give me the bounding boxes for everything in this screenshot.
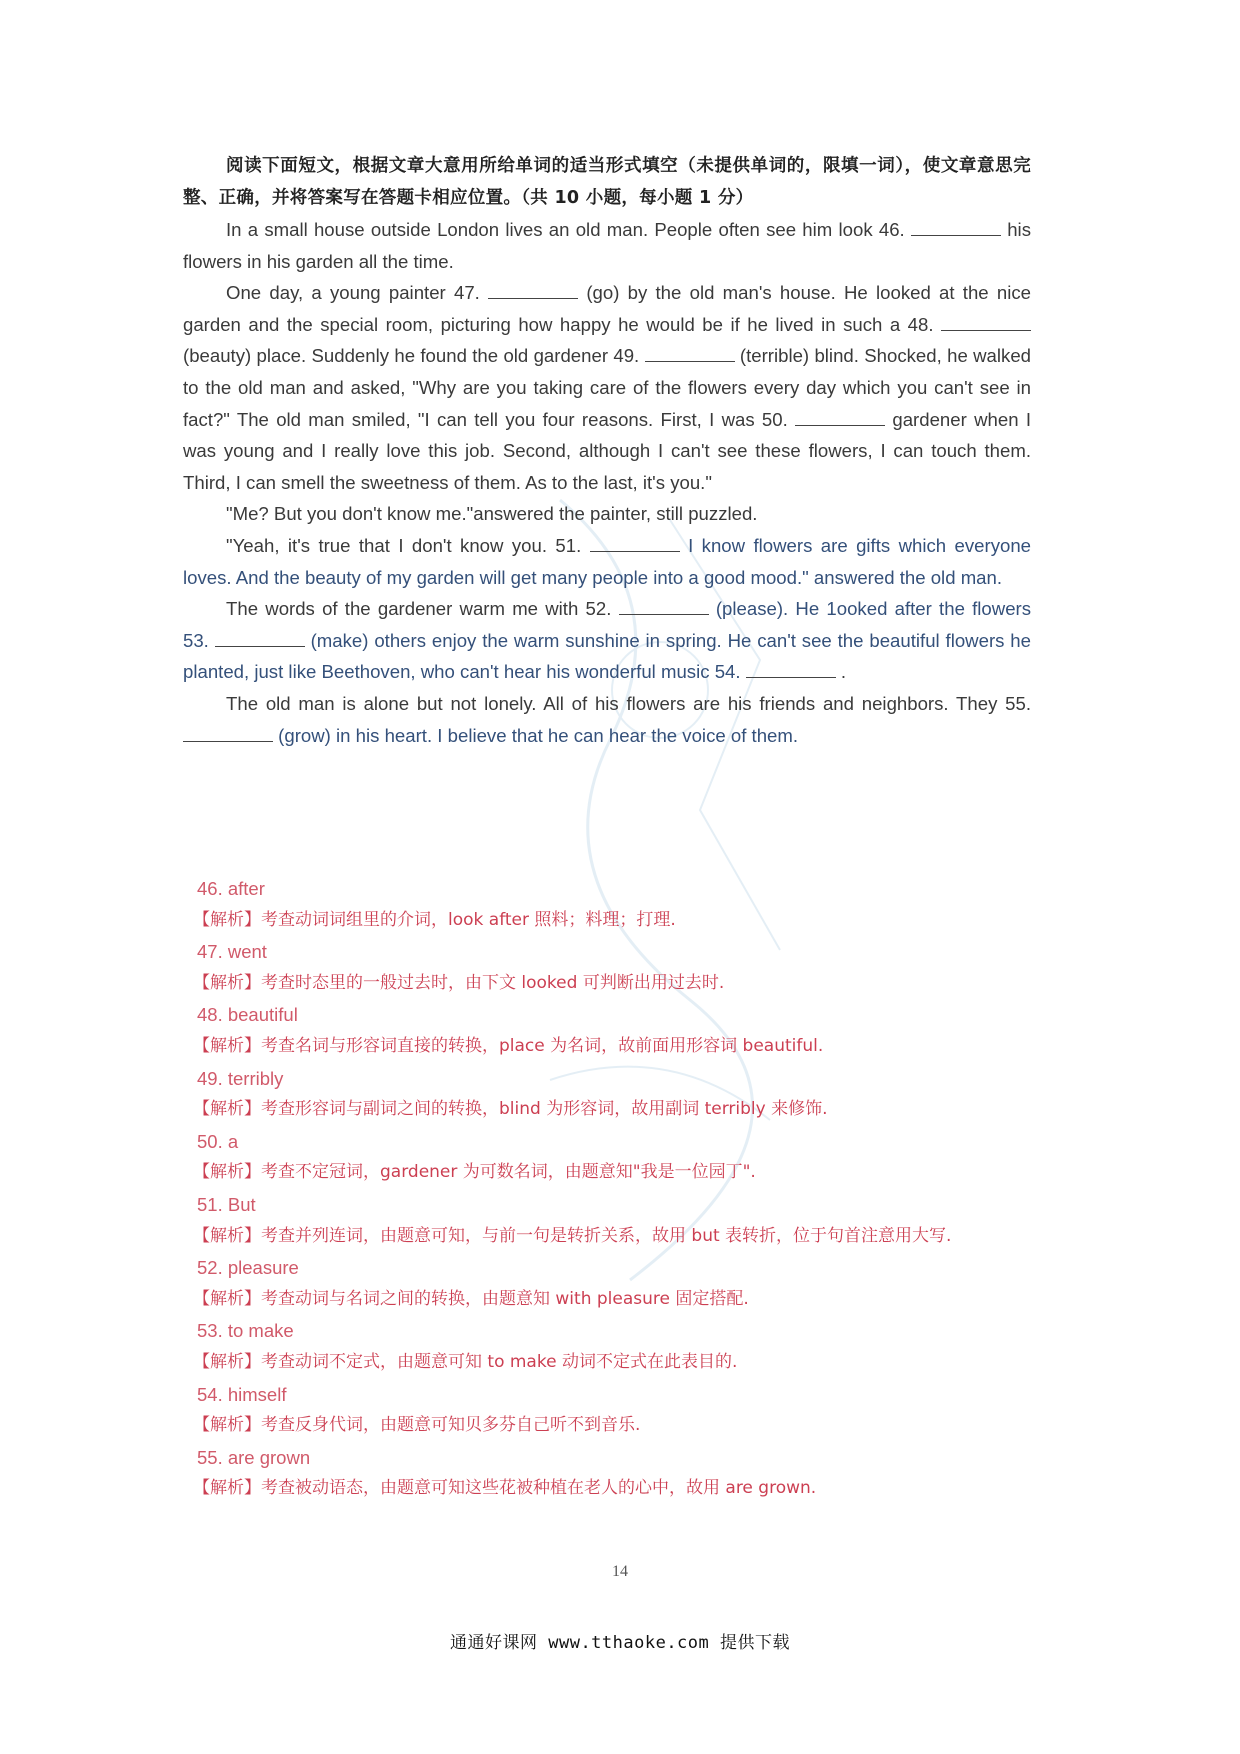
footer-credit: 通通好课网 www.tthaoke.com 提供下载 — [450, 1633, 790, 1653]
answer-blank-53 — [215, 629, 305, 647]
page-number: 14 — [612, 1563, 628, 1580]
answer-text: 48. beautiful — [197, 1004, 298, 1026]
answer-explanation: 【解析】考查名词与形容词直接的转换，place 为名词，故前面用形容词 beautiful. — [193, 1035, 824, 1056]
answer-key — [193, 873, 1037, 1505]
answer-explanation: 【解析】考查形容词与副词之间的转换，blind 为形容词，故用副词 terribly 来修饰. — [193, 1099, 828, 1120]
answer-explanation: 【解析】考查动词与名词之间的转换，由题意知 with pleasure 固定搭配. — [193, 1288, 749, 1309]
passage-text: gardener when I was young and I really love this job. Second, although I can't see these flowers, I can touch them. Third, I can smell the sweetness of them. As to the last, it's you." — [183, 408, 1031, 493]
passage-text: (terrible) blind. Shocked, he walked to the old man and asked, "Why are you taking care of the flowers every day which you can't see in fact?" The old man smiled, "I can tell you four reasons. First, I was 50. — [183, 345, 1032, 430]
answer-text: 51. But — [197, 1193, 256, 1215]
answer-text: 50. a — [197, 1130, 239, 1152]
answer-text: 52. pleasure — [197, 1257, 299, 1279]
passage-text: (make) others enjoy the warm sunshine in spring. He can't see the beautiful flowers he planted, just like Beethoven, who can't hear his wonderful music 54. — [183, 629, 1031, 683]
answer-blank-46 — [911, 218, 1001, 236]
passage-text: I know flowers are gifts which everyone loves. And the beauty of my garden will get many people into a good mood." answered the old man. — [183, 534, 1032, 588]
answer-item-55 — [193, 1442, 1037, 1505]
passage-text: "Yeah, it's true that I don't know you. 51. — [226, 534, 582, 556]
answer-item-54 — [193, 1379, 1037, 1442]
answer-blank-51 — [590, 534, 680, 552]
answer-blank-52 — [619, 597, 709, 615]
answer-blank-54 — [746, 660, 836, 678]
passage-text: (go) by the old man's house. He looked at the nice garden and the special room, picturing how happy he would be if he lived in such a 48. — [183, 282, 1031, 335]
passage-text: The old man is alone but not lonely. All of his flowers are his friends and neighbors. They 55. — [226, 692, 1031, 714]
answer-explanation: 【解析】考查并列连词，由题意可知，与前一句是转折关系，故用 but 表转折，位于句首注意用大写. — [193, 1225, 952, 1246]
answer-item-50 — [193, 1126, 1037, 1189]
answer-blank-50 — [795, 408, 885, 426]
answer-item-47 — [193, 936, 1037, 999]
answer-item-48 — [193, 999, 1037, 1062]
answer-blank-55 — [183, 724, 273, 742]
answer-text: 54. himself — [197, 1383, 287, 1405]
answer-item-53 — [193, 1315, 1037, 1378]
passage-text: One day, a young painter 47. — [226, 282, 480, 304]
answer-explanation: 【解析】考查反身代词，由题意可知贝多芬自己听不到音乐. — [193, 1415, 641, 1436]
passage-text: (beauty) place. Suddenly he found the old gardener 49. — [183, 345, 640, 367]
passage-paragraph-2 — [183, 277, 1031, 498]
answer-item-52 — [193, 1252, 1037, 1315]
passage-text: . — [840, 661, 847, 683]
answer-blank-47 — [488, 281, 578, 299]
answer-text: 55. are grown — [197, 1446, 311, 1468]
answer-text: 47. went — [197, 941, 267, 963]
passage-text: In a small house outside London lives an old man. People often see him look 46. — [226, 219, 905, 240]
passage-paragraph-5 — [183, 593, 1031, 688]
answer-item-51 — [193, 1189, 1037, 1252]
answer-text: 53. to make — [197, 1320, 294, 1342]
answer-explanation: 【解析】考查不定冠词，gardener 为可数名词，由题意知"我是一位园丁". — [193, 1162, 756, 1183]
answer-item-49 — [193, 1063, 1037, 1126]
passage-paragraph-6 — [183, 688, 1031, 751]
answer-explanation: 【解析】考查被动语态，由题意可知这些花被种植在老人的心中，故用 are grown. — [193, 1478, 817, 1499]
passage-text: his flowers in his garden all the time. — [183, 219, 1031, 272]
answer-text: 49. terribly — [197, 1067, 284, 1089]
passage-text: (please). He 1ooked after the flowers 53. — [183, 598, 1032, 651]
answer-explanation: 【解析】考查时态里的一般过去时，由下文 looked 可判断出用过去时. — [193, 972, 725, 993]
passage-paragraph-1 — [183, 214, 1031, 277]
passage-text: "Me? But you don't know me."answered the painter, still puzzled. — [226, 503, 758, 525]
instructions: 阅读下面短文，根据文章大意用所给单词的适当形式填空（未提供单词的，限填一词），使文章意思完整、正确，并将答案写在答题卡相应位置。（共 10 小题，每小题 1 分） — [183, 156, 1031, 208]
passage-text: (grow) in his heart. I believe that he can hear the voice of them. — [278, 724, 799, 746]
passage-text: The words of the gardener warm me with 52. — [226, 598, 612, 620]
answer-explanation: 【解析】考查动词词组里的介词，look after 照料；料理；打理. — [193, 909, 676, 930]
answer-text: 46. after — [197, 878, 265, 899]
answer-item-46 — [193, 873, 1037, 936]
answer-blank-48 — [941, 313, 1031, 331]
answer-explanation: 【解析】考查动词不定式，由题意可知 to make 动词不定式在此表目的. — [193, 1351, 738, 1372]
passage-paragraph-4 — [183, 530, 1031, 593]
passage-paragraph-3 — [183, 498, 1031, 530]
answer-blank-49 — [645, 344, 735, 362]
reading-passage — [183, 150, 1031, 751]
